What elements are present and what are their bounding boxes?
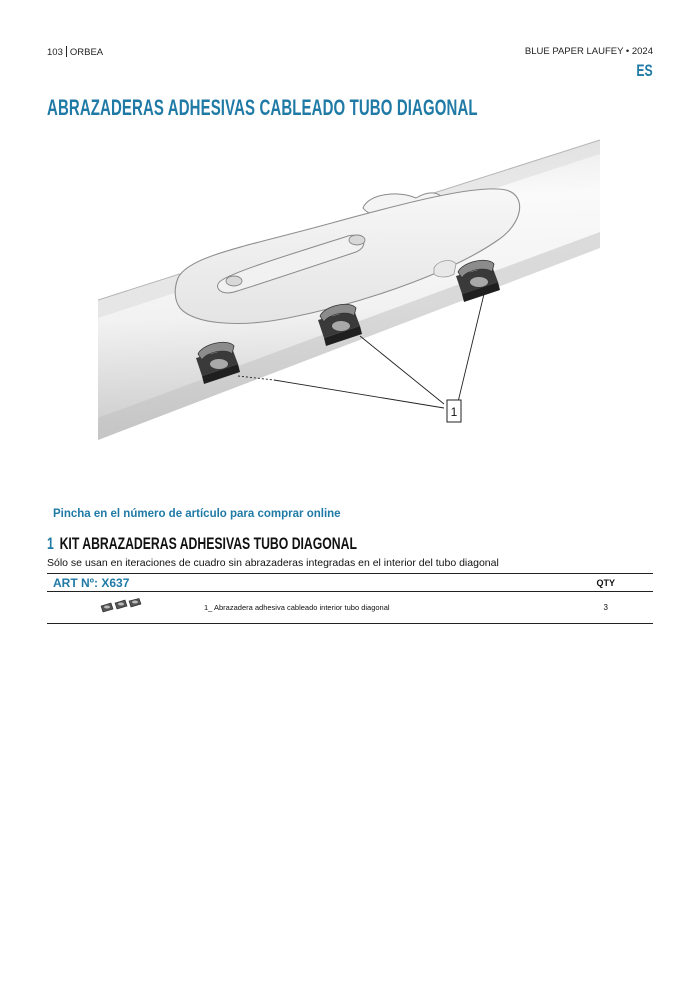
kit-name: KIT ABRAZADERAS ADHESIVAS TUBO DIAGONAL	[59, 534, 357, 553]
parts-table	[47, 573, 653, 624]
language-code: ES	[636, 61, 653, 80]
document-title: BLUE PAPER LAUFEY • 2024	[524, 46, 653, 57]
brand-name: ORBEA	[69, 47, 104, 58]
article-number-link[interactable]: ART Nº: X637	[53, 576, 130, 590]
clamp-kit-thumbnail	[99, 598, 143, 614]
table-bottom-rule	[47, 623, 653, 624]
kit-description: Sólo se usan en iteraciones de cuadro sin abrazaderas integradas en el interior del tubo diagonal	[47, 557, 499, 569]
buy-online-note: Pincha en el número de artículo para comprar online	[53, 508, 341, 520]
kit-heading	[47, 534, 357, 554]
tube-clamp-illustration	[98, 128, 600, 440]
page-number: 103	[47, 47, 63, 58]
callout-number: 1	[450, 405, 458, 419]
qty-header: QTY	[596, 578, 615, 588]
table-row	[47, 592, 653, 623]
item-description: 1_ Abrazadera adhesiva cableado interior tubo diagonal	[204, 603, 390, 612]
page-title: ABRAZADERAS ADHESIVAS CABLEADO TUBO DIAGONAL	[47, 95, 478, 120]
kit-number: 1	[47, 534, 54, 553]
item-quantity: 3	[603, 603, 608, 612]
cable-clamp-3	[456, 260, 500, 302]
header-separator	[66, 46, 67, 57]
page-header-left	[47, 46, 103, 58]
table-header	[47, 574, 653, 591]
